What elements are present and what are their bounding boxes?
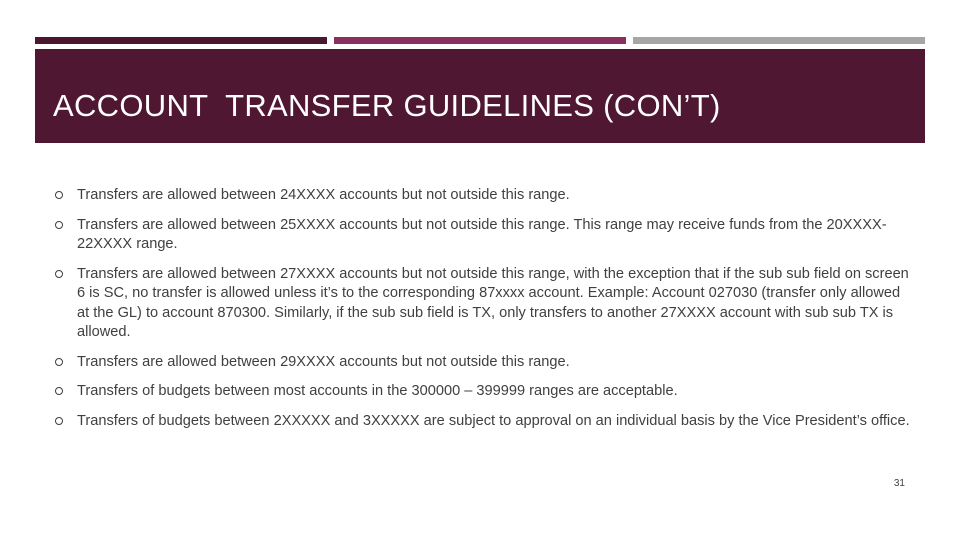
bullet-item bbox=[55, 382, 910, 402]
bullet-item bbox=[55, 265, 910, 343]
bullet-text: Transfers of budgets between 2XXXXX and 3XXXXX are subject to approval on an individual basis by the Vice President’s office. bbox=[77, 412, 910, 429]
slide-title: ACCOUNT TRANSFER GUIDELINES (CON’T) bbox=[53, 88, 721, 123]
circle-bullet-icon bbox=[55, 191, 63, 199]
bullet-text: Transfers are allowed between 25XXXX accounts but not outside this range. This range may receive funds from the 20XXXX-22XXXX range. bbox=[77, 216, 887, 252]
circle-bullet-icon bbox=[55, 417, 63, 425]
bullet-item bbox=[55, 216, 910, 255]
circle-bullet-icon bbox=[55, 358, 63, 366]
decorative-bar-dark bbox=[35, 37, 327, 44]
bullet-text: Transfers are allowed between 24XXXX accounts but not outside this range. bbox=[77, 187, 570, 203]
circle-bullet-icon bbox=[55, 221, 63, 229]
circle-bullet-icon bbox=[55, 387, 63, 395]
bullet-item bbox=[55, 186, 910, 206]
circle-bullet-icon bbox=[55, 270, 63, 278]
bullet-item bbox=[55, 412, 910, 432]
decorative-bar-mid bbox=[334, 37, 626, 44]
bullet-text: Transfers are allowed between 27XXXX accounts but not outside this range, with the exception that if the sub sub field on screen 6 is SC, no transfer is allowed unless it’s to the corresponding 87xxxx account. Example: Account 027030 (transfer only allowed at the GL) to account 870300. Similarly, if the sub sub field is TX, only transfers to another 27XXXX account with sub sub TX is allowed. bbox=[77, 265, 909, 340]
page-number: 31 bbox=[893, 478, 905, 489]
bullet-text: Transfers of budgets between most accounts in the 300000 – 399999 ranges are acceptable. bbox=[77, 383, 678, 399]
bullet-item bbox=[55, 353, 910, 373]
title-band bbox=[35, 49, 925, 143]
bullet-list bbox=[55, 186, 910, 441]
decorative-bar-gray bbox=[633, 37, 925, 44]
bullet-text: Transfers are allowed between 29XXXX accounts but not outside this range. bbox=[77, 353, 570, 370]
